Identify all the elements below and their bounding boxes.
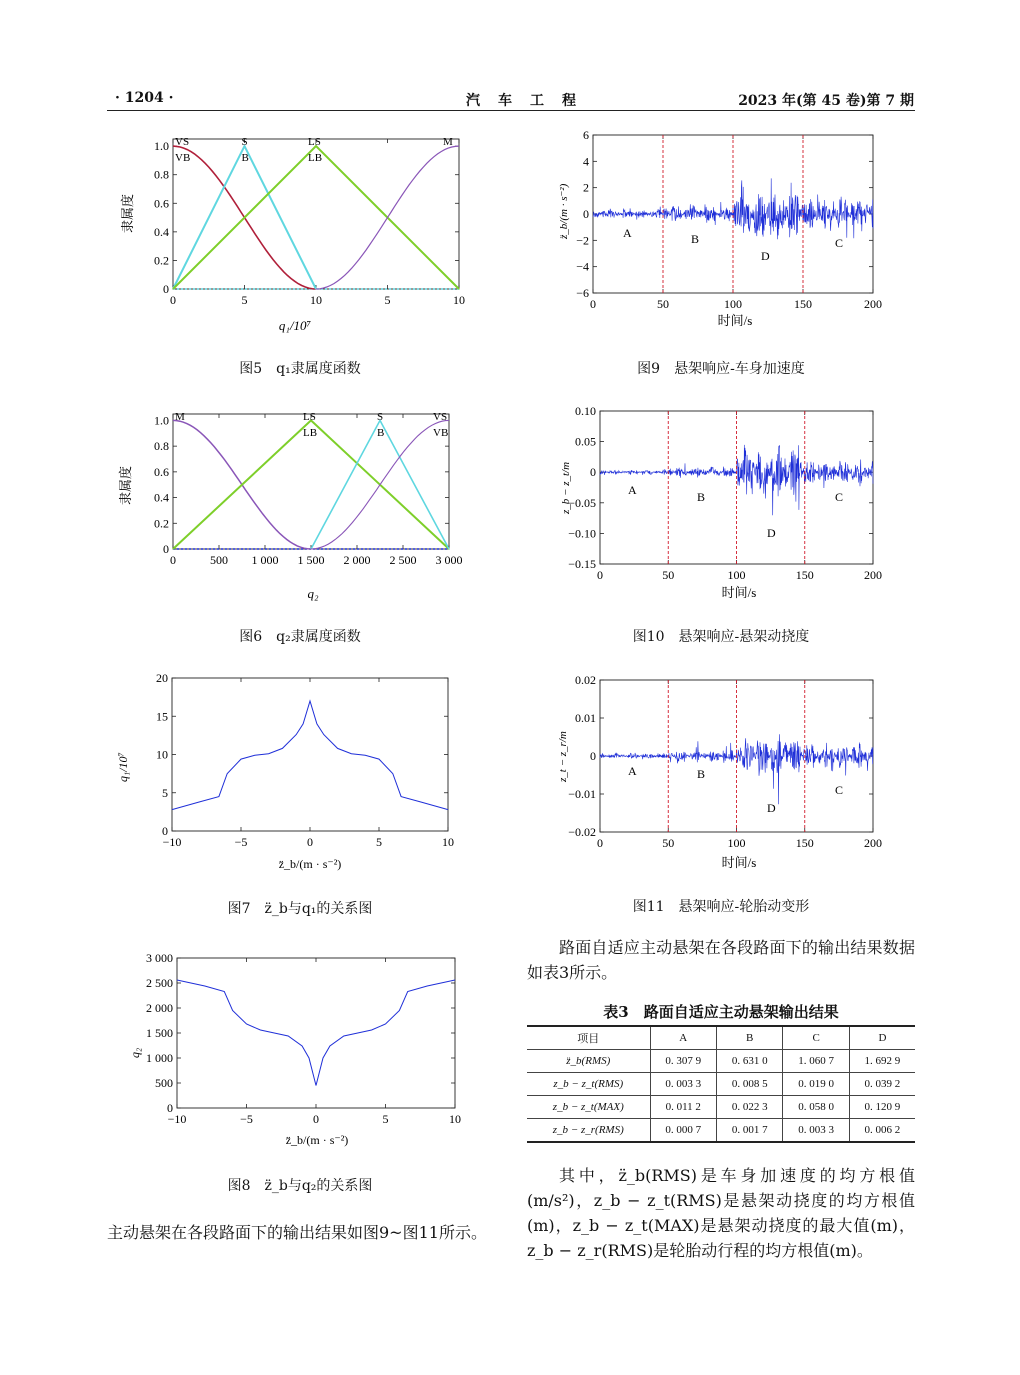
table3-header-cell: B bbox=[716, 1026, 782, 1050]
table-row bbox=[527, 1073, 915, 1096]
fig7-xtick-label: 0 bbox=[307, 835, 313, 849]
fig8-ytick-label: 500 bbox=[155, 1076, 173, 1090]
figure-8-chart bbox=[105, 948, 485, 1153]
fig6-ylabel: 隶属度 bbox=[118, 465, 133, 505]
table3-header-cell: C bbox=[783, 1026, 849, 1050]
fig9-segment-label: C bbox=[835, 236, 844, 250]
fig11-ytick-label: 0.02 bbox=[575, 673, 596, 687]
fig7-ytick-label: 0 bbox=[162, 824, 168, 838]
fig6-mf-label: LS bbox=[303, 411, 316, 423]
fig5-xtick-label: 5 bbox=[384, 293, 391, 307]
fig8-ytick-label: 0 bbox=[167, 1101, 173, 1115]
fig6-caption: 图6 q₂隶属度函数 bbox=[239, 629, 361, 645]
fig9-segment-label: D bbox=[761, 249, 770, 263]
fig6-mf-label: M bbox=[175, 411, 185, 423]
fig6-ytick-label: 0 bbox=[163, 542, 169, 556]
table-row bbox=[527, 1096, 915, 1119]
fig7-series-line bbox=[172, 701, 448, 810]
fig6-ytick-label: 0.4 bbox=[154, 490, 169, 505]
table-cell: z_b − z_t(MAX) bbox=[552, 1101, 624, 1113]
fig11-segment-label: D bbox=[767, 801, 776, 815]
fig6-xtick-label: 3 000 bbox=[435, 553, 463, 567]
fig11-ytick-label: 0.01 bbox=[575, 711, 596, 725]
fig9-plot-area bbox=[576, 128, 882, 311]
fig10-series-response bbox=[600, 445, 873, 515]
fig5-mf-label: LB bbox=[308, 152, 323, 164]
fig6-ytick-label: 0.6 bbox=[154, 464, 169, 479]
fig9-ytick-label: −4 bbox=[576, 259, 589, 274]
fig7-plot-area bbox=[156, 671, 454, 849]
fig5-ytick-label: 0.2 bbox=[154, 253, 169, 268]
table3-title: 表3 路面自适应主动悬架输出结果 bbox=[603, 1003, 839, 1021]
fig8-ylabel: q₂ bbox=[128, 1047, 142, 1058]
fig11-segment-label: A bbox=[628, 764, 637, 778]
table-cell: 0. 307 9 bbox=[650, 1050, 716, 1073]
fig10-segment-label: D bbox=[767, 526, 776, 540]
fig9-ytick-label: −6 bbox=[576, 286, 589, 300]
fig10-ytick-label: 0.05 bbox=[575, 434, 596, 449]
fig10-xlabel: 时间/s bbox=[721, 585, 757, 600]
fig9-segment-label: B bbox=[691, 232, 700, 246]
fig6-plot-area bbox=[154, 411, 463, 567]
figure-6-chart bbox=[105, 400, 485, 605]
fig9-ytick-label: 4 bbox=[583, 154, 589, 169]
fig5-caption: 图5 q₁隶属度函数 bbox=[239, 361, 361, 377]
fig5-ytick-label: 0.8 bbox=[154, 167, 169, 182]
fig5-mf-label: S bbox=[241, 136, 248, 148]
fig6-xtick-label: 1 000 bbox=[251, 553, 279, 567]
fig7-xtick-label: −10 bbox=[162, 835, 182, 849]
fig8-plot-area bbox=[146, 951, 461, 1126]
fig6-ytick-label: 0.8 bbox=[154, 439, 169, 454]
fig10-xtick-label: 50 bbox=[662, 568, 675, 582]
table-cell: z̈_b(RMS) bbox=[566, 1055, 611, 1067]
fig10-segment-label: A bbox=[628, 483, 637, 497]
fig5-mf-label: M bbox=[443, 136, 453, 148]
table3-header-cell: D bbox=[849, 1026, 915, 1050]
fig11-series-response bbox=[600, 734, 873, 804]
table-cell: z_b − z_t(RMS) bbox=[553, 1078, 624, 1090]
fig5-xtick-label: 0 bbox=[170, 293, 176, 307]
fig5-mf-label: VB bbox=[175, 152, 191, 164]
fig9-caption: 图9 悬架响应-车身加速度 bbox=[637, 361, 805, 377]
fig11-xtick-label: 150 bbox=[795, 836, 814, 850]
fig7-ytick-label: 15 bbox=[156, 709, 168, 724]
fig11-xtick-label: 0 bbox=[597, 836, 603, 850]
fig10-segment-label: C bbox=[835, 490, 844, 504]
fig8-caption: 图8 z̈_b与q₂的关系图 bbox=[227, 1178, 373, 1194]
fig6-xtick-label: 2 500 bbox=[389, 553, 417, 567]
fig5-series-ls-lb bbox=[173, 146, 459, 289]
fig10-ytick-label: −0.10 bbox=[568, 526, 596, 541]
fig10-ytick-label: −0.05 bbox=[568, 495, 596, 510]
fig7-ytick-label: 5 bbox=[162, 785, 168, 800]
table-cell: 0. 022 3 bbox=[716, 1096, 782, 1119]
fig5-mf-label: LS bbox=[308, 136, 321, 148]
table3 bbox=[527, 1025, 915, 1143]
fig5-xlabel: q₁/10⁷ bbox=[278, 318, 312, 333]
left-paragraph-text: 主动悬架在各段路面下的输出结果如图9~图11所示。 bbox=[107, 1223, 487, 1242]
table-cell: 0. 120 9 bbox=[849, 1096, 915, 1119]
fig7-ytick-label: 10 bbox=[156, 747, 168, 762]
fig6-xtick-label: 500 bbox=[210, 553, 228, 567]
fig11-ylabel: z_t − z_r/m bbox=[557, 731, 569, 782]
fig11-ytick-label: −0.02 bbox=[568, 825, 596, 839]
fig5-xtick-label: 10 bbox=[453, 293, 465, 307]
table-cell: 0. 058 0 bbox=[783, 1096, 849, 1119]
right-note-paragraph bbox=[527, 1163, 915, 1263]
table-cell: z_b − z_r(RMS) bbox=[552, 1124, 624, 1136]
figure-7-chart bbox=[105, 670, 485, 875]
fig9-ytick-label: 0 bbox=[583, 207, 589, 221]
fig8-xtick-label: −10 bbox=[167, 1112, 187, 1126]
table-row bbox=[527, 1119, 915, 1143]
fig9-xtick-label: 50 bbox=[657, 297, 669, 311]
fig6-xtick-label: 2 000 bbox=[343, 553, 371, 567]
table3-header-cell: 项目 bbox=[577, 1033, 600, 1045]
table-cell: 0. 019 0 bbox=[783, 1073, 849, 1096]
fig9-xtick-label: 100 bbox=[724, 297, 742, 311]
fig9-xlabel: 时间/s bbox=[717, 313, 753, 328]
fig9-ytick-label: 6 bbox=[583, 128, 589, 142]
fig7-xtick-label: 10 bbox=[442, 835, 454, 849]
fig5-mf-label: B bbox=[241, 152, 249, 164]
fig8-xtick-label: 10 bbox=[449, 1112, 461, 1126]
journal-name: 汽 车 工 程 bbox=[466, 93, 578, 109]
table-cell: 1. 060 7 bbox=[783, 1050, 849, 1073]
fig5-plot-area bbox=[154, 136, 465, 307]
fig11-xtick-label: 50 bbox=[662, 836, 675, 850]
fig10-xtick-label: 150 bbox=[795, 568, 814, 582]
right-note-text: 其中，z̈_b(RMS)是车身加速度的均方根值(m/s²)，z_b − z_t(RMS)是悬架动挠度的均方根值(m)，z_b − z_t(MAX)是悬架动挠度的最大值(m)，z_b − z_r(RMS)是轮胎动行程的均方根值(m)。 bbox=[527, 1166, 915, 1260]
fig8-xlabel: z̈_b/(m · s⁻²) bbox=[285, 1133, 349, 1147]
fig11-caption: 图11 悬架响应-轮胎动变形 bbox=[632, 899, 810, 915]
left-paragraph bbox=[107, 1220, 495, 1245]
fig7-ylabel: q₁/10⁷ bbox=[116, 752, 130, 782]
fig6-mf-label: VS bbox=[433, 411, 448, 423]
fig8-ytick-label: 2 500 bbox=[146, 976, 173, 990]
fig9-ytick-label: −2 bbox=[576, 233, 589, 248]
table-cell: 0. 001 7 bbox=[716, 1119, 782, 1143]
table-cell: 1. 692 9 bbox=[849, 1050, 915, 1073]
table-cell: 0. 000 7 bbox=[650, 1119, 716, 1143]
right-intro-paragraph bbox=[527, 935, 915, 985]
fig5-mf-label: VS bbox=[175, 136, 190, 148]
fig10-ytick-label: −0.15 bbox=[568, 557, 596, 571]
fig11-segment-label: B bbox=[697, 767, 706, 781]
fig8-xtick-label: 0 bbox=[313, 1112, 319, 1126]
fig9-ylabel: z̈_b/(m · s⁻²) bbox=[558, 183, 570, 239]
fig11-xtick-label: 100 bbox=[727, 836, 746, 850]
fig6-ytick-label: 0.2 bbox=[154, 516, 169, 531]
fig6-xtick-label: 1 500 bbox=[297, 553, 325, 567]
fig10-ytick-label: 0.10 bbox=[575, 404, 596, 418]
table-cell: 0. 006 2 bbox=[849, 1119, 915, 1143]
fig11-ytick-label: −0.01 bbox=[568, 787, 596, 801]
fig8-ytick-label: 1 500 bbox=[146, 1026, 173, 1040]
table3-header-cell: A bbox=[650, 1026, 716, 1050]
fig6-ytick-label: 1.0 bbox=[154, 413, 169, 428]
table-cell: 0. 011 2 bbox=[650, 1096, 716, 1119]
table3-header-row bbox=[527, 1026, 915, 1050]
fig10-xtick-label: 0 bbox=[597, 568, 603, 582]
fig5-ytick-label: 0.6 bbox=[154, 196, 169, 211]
fig9-xtick-label: 200 bbox=[864, 297, 882, 311]
fig11-segment-label: C bbox=[835, 783, 844, 797]
fig10-ylabel: z_b − z_t/m bbox=[560, 461, 572, 514]
fig10-ytick-label: 0 bbox=[590, 465, 596, 480]
fig6-series-ls-lb bbox=[173, 420, 449, 549]
fig8-ytick-label: 1 000 bbox=[146, 1051, 173, 1065]
fig7-caption: 图7 z̈_b与q₁的关系图 bbox=[227, 901, 373, 917]
fig10-xtick-label: 200 bbox=[864, 568, 882, 582]
fig5-ylabel: 隶属度 bbox=[120, 193, 135, 233]
issue-info: 2023 年(第 45 卷)第 7 期 bbox=[738, 93, 914, 109]
fig5-ytick-label: 0.4 bbox=[154, 224, 169, 239]
fig6-mf-label: LB bbox=[303, 427, 318, 439]
fig10-segment-label: B bbox=[697, 490, 706, 504]
fig6-xlabel: q₂ bbox=[307, 586, 319, 601]
fig11-plot-area bbox=[568, 673, 882, 850]
table-cell: 0. 008 5 bbox=[716, 1073, 782, 1096]
fig8-xtick-label: −5 bbox=[240, 1112, 253, 1126]
page-number: · 1204 · bbox=[115, 90, 174, 106]
figure-9-chart bbox=[527, 125, 917, 335]
fig6-mf-label: B bbox=[377, 427, 385, 439]
fig6-xtick-label: 0 bbox=[170, 553, 176, 567]
fig6-mf-label: VB bbox=[433, 427, 449, 439]
table-cell: 0. 631 0 bbox=[716, 1050, 782, 1073]
fig11-xtick-label: 200 bbox=[864, 836, 882, 850]
table-row bbox=[527, 1050, 915, 1073]
right-intro-text: 路面自适应主动悬架在各段路面下的输出结果数据如表3所示。 bbox=[527, 938, 915, 982]
fig5-xtick-label: 5 bbox=[241, 293, 248, 307]
fig9-xtick-label: 150 bbox=[794, 297, 812, 311]
fig9-ytick-label: 2 bbox=[583, 180, 589, 195]
table-cell: 0. 003 3 bbox=[650, 1073, 716, 1096]
fig9-xtick-label: 0 bbox=[590, 297, 596, 311]
fig7-xlabel: z̈_b/(m · s⁻²) bbox=[278, 857, 342, 871]
fig8-series-line bbox=[177, 980, 455, 1086]
figure-11-chart bbox=[527, 670, 917, 875]
fig5-xtick-label: 10 bbox=[310, 293, 322, 307]
fig8-ytick-label: 3 000 bbox=[146, 951, 173, 965]
fig7-xtick-label: 5 bbox=[376, 835, 382, 849]
fig11-xlabel: 时间/s bbox=[721, 855, 757, 870]
fig11-ytick-label: 0 bbox=[590, 749, 596, 763]
fig6-mf-label: S bbox=[377, 411, 384, 423]
fig8-xtick-label: 5 bbox=[382, 1112, 389, 1126]
fig7-ytick-label: 20 bbox=[156, 671, 168, 685]
fig10-plot-area bbox=[568, 404, 882, 582]
fig8-ytick-label: 2 000 bbox=[146, 1001, 173, 1015]
table-cell: 0. 039 2 bbox=[849, 1073, 915, 1096]
fig10-xtick-label: 100 bbox=[727, 568, 746, 582]
fig7-xtick-label: −5 bbox=[234, 835, 248, 849]
fig5-ytick-label: 1.0 bbox=[154, 139, 169, 154]
figure-5-chart bbox=[105, 125, 485, 340]
figure-10-chart bbox=[527, 400, 917, 605]
fig9-segment-label: A bbox=[623, 226, 632, 240]
fig5-ytick-label: 0 bbox=[163, 282, 169, 296]
table-cell: 0. 003 3 bbox=[783, 1119, 849, 1143]
header-rule bbox=[107, 110, 915, 111]
fig10-caption: 图10 悬架响应-悬架动挠度 bbox=[632, 629, 810, 645]
